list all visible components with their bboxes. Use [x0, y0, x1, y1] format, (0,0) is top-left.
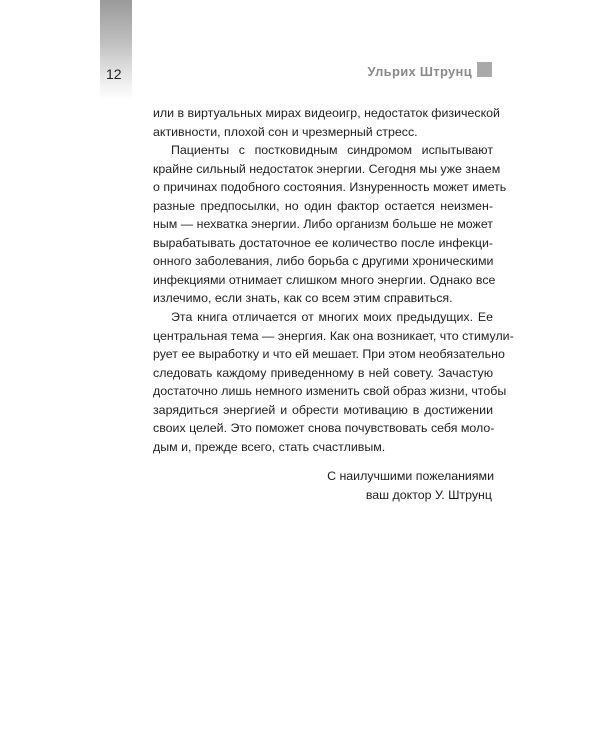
- signature-author: ваш доктор У. Штрунц: [365, 488, 492, 502]
- page-number: 12: [106, 66, 122, 82]
- text-line: своих целей. Это поможет снова почувствовать себя моло-: [153, 421, 495, 436]
- paragraph-1: [153, 104, 500, 141]
- signature-closing: С наилучшими пожеланиями: [327, 469, 494, 483]
- text-line: крайне сильный недостаток энергии. Сегодня мы уже знаем: [153, 161, 501, 176]
- body-text: [153, 104, 514, 456]
- text-line: рует ее выработку и что ей мешает. При этом необязательно: [153, 347, 505, 362]
- text-line: онного заболевания, либо борьба с другими хроническими: [153, 254, 494, 269]
- text-line: о причинах подобного состояния. Изнуренность может иметь: [153, 180, 507, 195]
- signature-block: [327, 467, 494, 505]
- text-line: излечимо, если знать, как со всем этим справиться.: [153, 291, 453, 306]
- page-tab-decoration: [100, 0, 132, 100]
- text-line: дым и, прежде всего, стать счастливым.: [153, 439, 386, 454]
- text-line: инфекциями отнимает слишком много энергии. Однако все: [153, 272, 496, 287]
- text-line: следовать каждому приведенному в ней совету. Зачастую: [153, 365, 493, 380]
- running-head-author: Ульрих Штрунц: [367, 64, 472, 79]
- text-line: Эта книга отличается от многих моих предыдущих. Ее: [171, 310, 493, 325]
- text-line: или в виртуальных мирах видеоигр, недостаток физической: [153, 106, 500, 120]
- text-line: активности, плохой сон и чрезмерный стресс.: [153, 124, 418, 139]
- running-head-square: [477, 62, 492, 77]
- paragraph-2: [153, 141, 507, 308]
- text-line: вырабатывать достаточное ее количество после инфекци-: [153, 235, 493, 250]
- text-line: достаточно лишь немного изменить свой образ жизни, чтобы: [153, 384, 507, 399]
- text-line: центральная тема — энергия. Как она возникает, что стимули-: [153, 328, 514, 343]
- text-line: Пациенты с постковидным синдромом испытывают: [171, 143, 493, 158]
- paragraph-3: [153, 308, 514, 456]
- text-line: разные предпосылки, но один фактор остается неизмен-: [153, 198, 493, 213]
- text-line: зарядиться энергией и обрести мотивацию в достижении: [153, 402, 493, 417]
- text-line: ным — нехватка энергии. Либо организм больше не может: [153, 217, 493, 232]
